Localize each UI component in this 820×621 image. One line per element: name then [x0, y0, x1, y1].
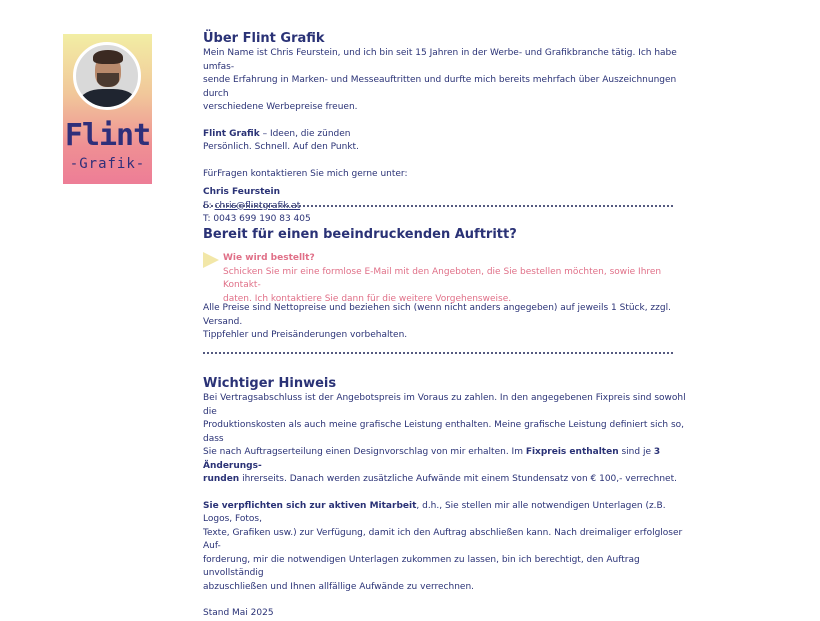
notice-section: [203, 376, 688, 621]
order-heading: Bereit für einen beeindruckenden Auftritt?: [203, 227, 517, 242]
email-link[interactable]: chris@flintgrafik.at: [214, 200, 301, 211]
notice-paragraph-1: Bei Vertragsabschluss ist der Angebotspreis im Voraus zu zahlen. In den angegebenen Fixpreis sind sowohl die Produktionskosten als auch meine grafische Leistung enthalten. Meine grafische Leistung definiert sich so, dass Sie nach Auftragserteilung einen Designvorschlag von mir erhalten. Im Fixpreis enthalten sind je 3 Änderungs- runden ihrerseits. Danach werden zusätzliche Aufwände mit einem Stundensatz von € 100,- verrechnet.: [203, 393, 686, 484]
price-note: Alle Preise sind Nettopreise und beziehen sich (wenn nicht anders angegeben) auf jeweils 1 Stück, zzgl. Versand. Tippfehler und Preisänderungen vorbehalten.: [203, 303, 671, 340]
contact-intro: FürFragen kontaktieren Sie mich gerne unter:: [203, 168, 408, 179]
notice-heading: Wichtiger Hinweis: [203, 376, 337, 391]
order-callout: [223, 252, 688, 306]
divider: [203, 205, 673, 207]
about-intro: Mein Name ist Chris Feurstein, und ich bin seit 15 Jahren in der Werbe- und Grafikbranche tätig. Ich habe umfas- sende Erfahrung in Marken- und Messeauftritten und durfte mich bereits mehrfach über Auszeichnungen durch verschiedene Werbepreise freuen.: [203, 48, 677, 112]
order-section: [203, 227, 688, 243]
brand-subtitle: -Grafik-: [69, 156, 146, 172]
callout-text: Schicken Sie mir eine formlose E-Mail mit den Angeboten, die Sie bestellen möchten, sowie Ihren Kontakt- daten. Ich kontaktiere Sie dann für die weitere Vorgehensweise.: [223, 266, 662, 304]
status-date: Stand Mai 2025: [203, 608, 274, 618]
logo-card: [63, 34, 152, 184]
divider: [203, 352, 673, 354]
contact-name: Chris Feurstein: [203, 187, 281, 197]
notice-paragraph-2: Sie verpflichten sich zur aktiven Mitarbeit, d.h., Sie stellen mir alle notwendigen Unterlagen (z.B. Logos, Fotos, Texte, Grafiken usw.) zur Verfügung, damit ich den Auftrag abschließen kann. Nach dreimaliger erfolgloser Auf- forderung, mir die notwendigen Unterlagen zukommen zu lassen, bin ich berechtigt, den Auftrag unvollständig abzuschließen und Ihnen allfällige Aufwände zu verrechnen.: [203, 500, 683, 592]
contact-block: Chris Feurstein E: chris@flintgrafik.at T: 0043 699 190 83 405: [203, 187, 311, 224]
about-section: [203, 31, 688, 227]
phone-number: T: 0043 699 190 83 405: [203, 214, 311, 224]
about-heading: Über Flint Grafik: [203, 31, 325, 46]
callout-arrow-icon: [203, 252, 219, 268]
brand-name: Flint: [64, 118, 151, 153]
portrait-photo: [73, 42, 141, 110]
slogan: Flint Grafik – Ideen, die zünden Persönlich. Schnell. Auf den Punkt.: [203, 128, 359, 152]
callout-title: Wie wird bestellt?: [223, 253, 315, 263]
